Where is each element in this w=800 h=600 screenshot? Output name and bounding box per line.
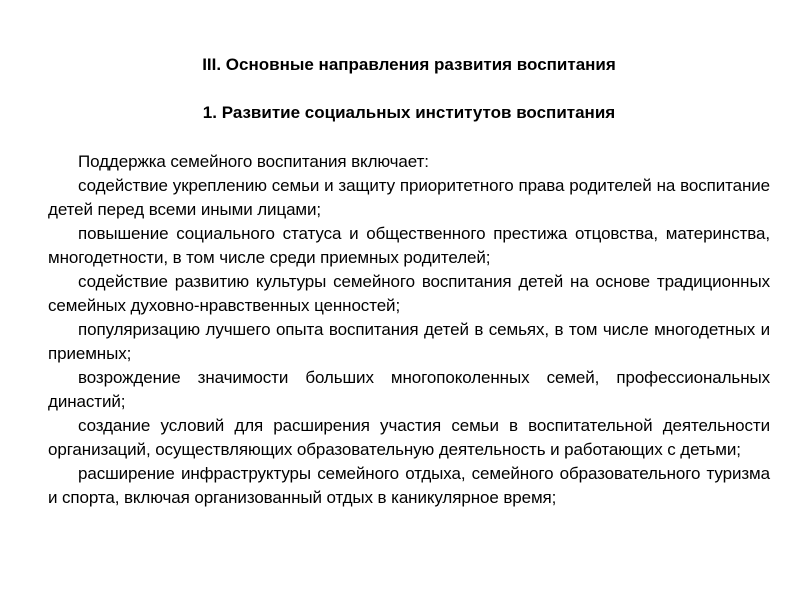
paragraph-item: популяризацию лучшего опыта воспитания детей в семьях, в том числе многодетных и приемных; (48, 320, 770, 363)
paragraph-item: расширение инфраструктуры семейного отдыха, семейного образовательного туризма и спорта, включая организованный отдых в каникулярное время; (48, 464, 770, 507)
paragraph-item: возрождение значимости больших многопоколенных семей, профессиональных династий; (48, 368, 770, 411)
paragraph-item: повышение социального статуса и общественного престижа отцовства, материнства, многодетности, в том числе среди приемных родителей; (48, 224, 770, 267)
paragraph-item: содействие развитию культуры семейного воспитания детей на основе традиционных семейных духовно-нравственных ценностей; (48, 272, 770, 315)
paragraph-intro: Поддержка семейного воспитания включает: (78, 152, 429, 171)
paragraph-item: создание условий для расширения участия семьи в воспитательной деятельности организаций, осуществляющих образовательную деятельность и работающих с детьми; (48, 416, 770, 459)
subsection-title: 1. Развитие социальных институтов воспитания (202, 103, 616, 122)
section-title: III. Основные направления развития воспитания (202, 55, 616, 74)
body-text (48, 150, 770, 510)
paragraph-item: содействие укреплению семьи и защиту приоритетного права родителей на воспитание детей перед всеми иными лицами; (48, 176, 770, 219)
